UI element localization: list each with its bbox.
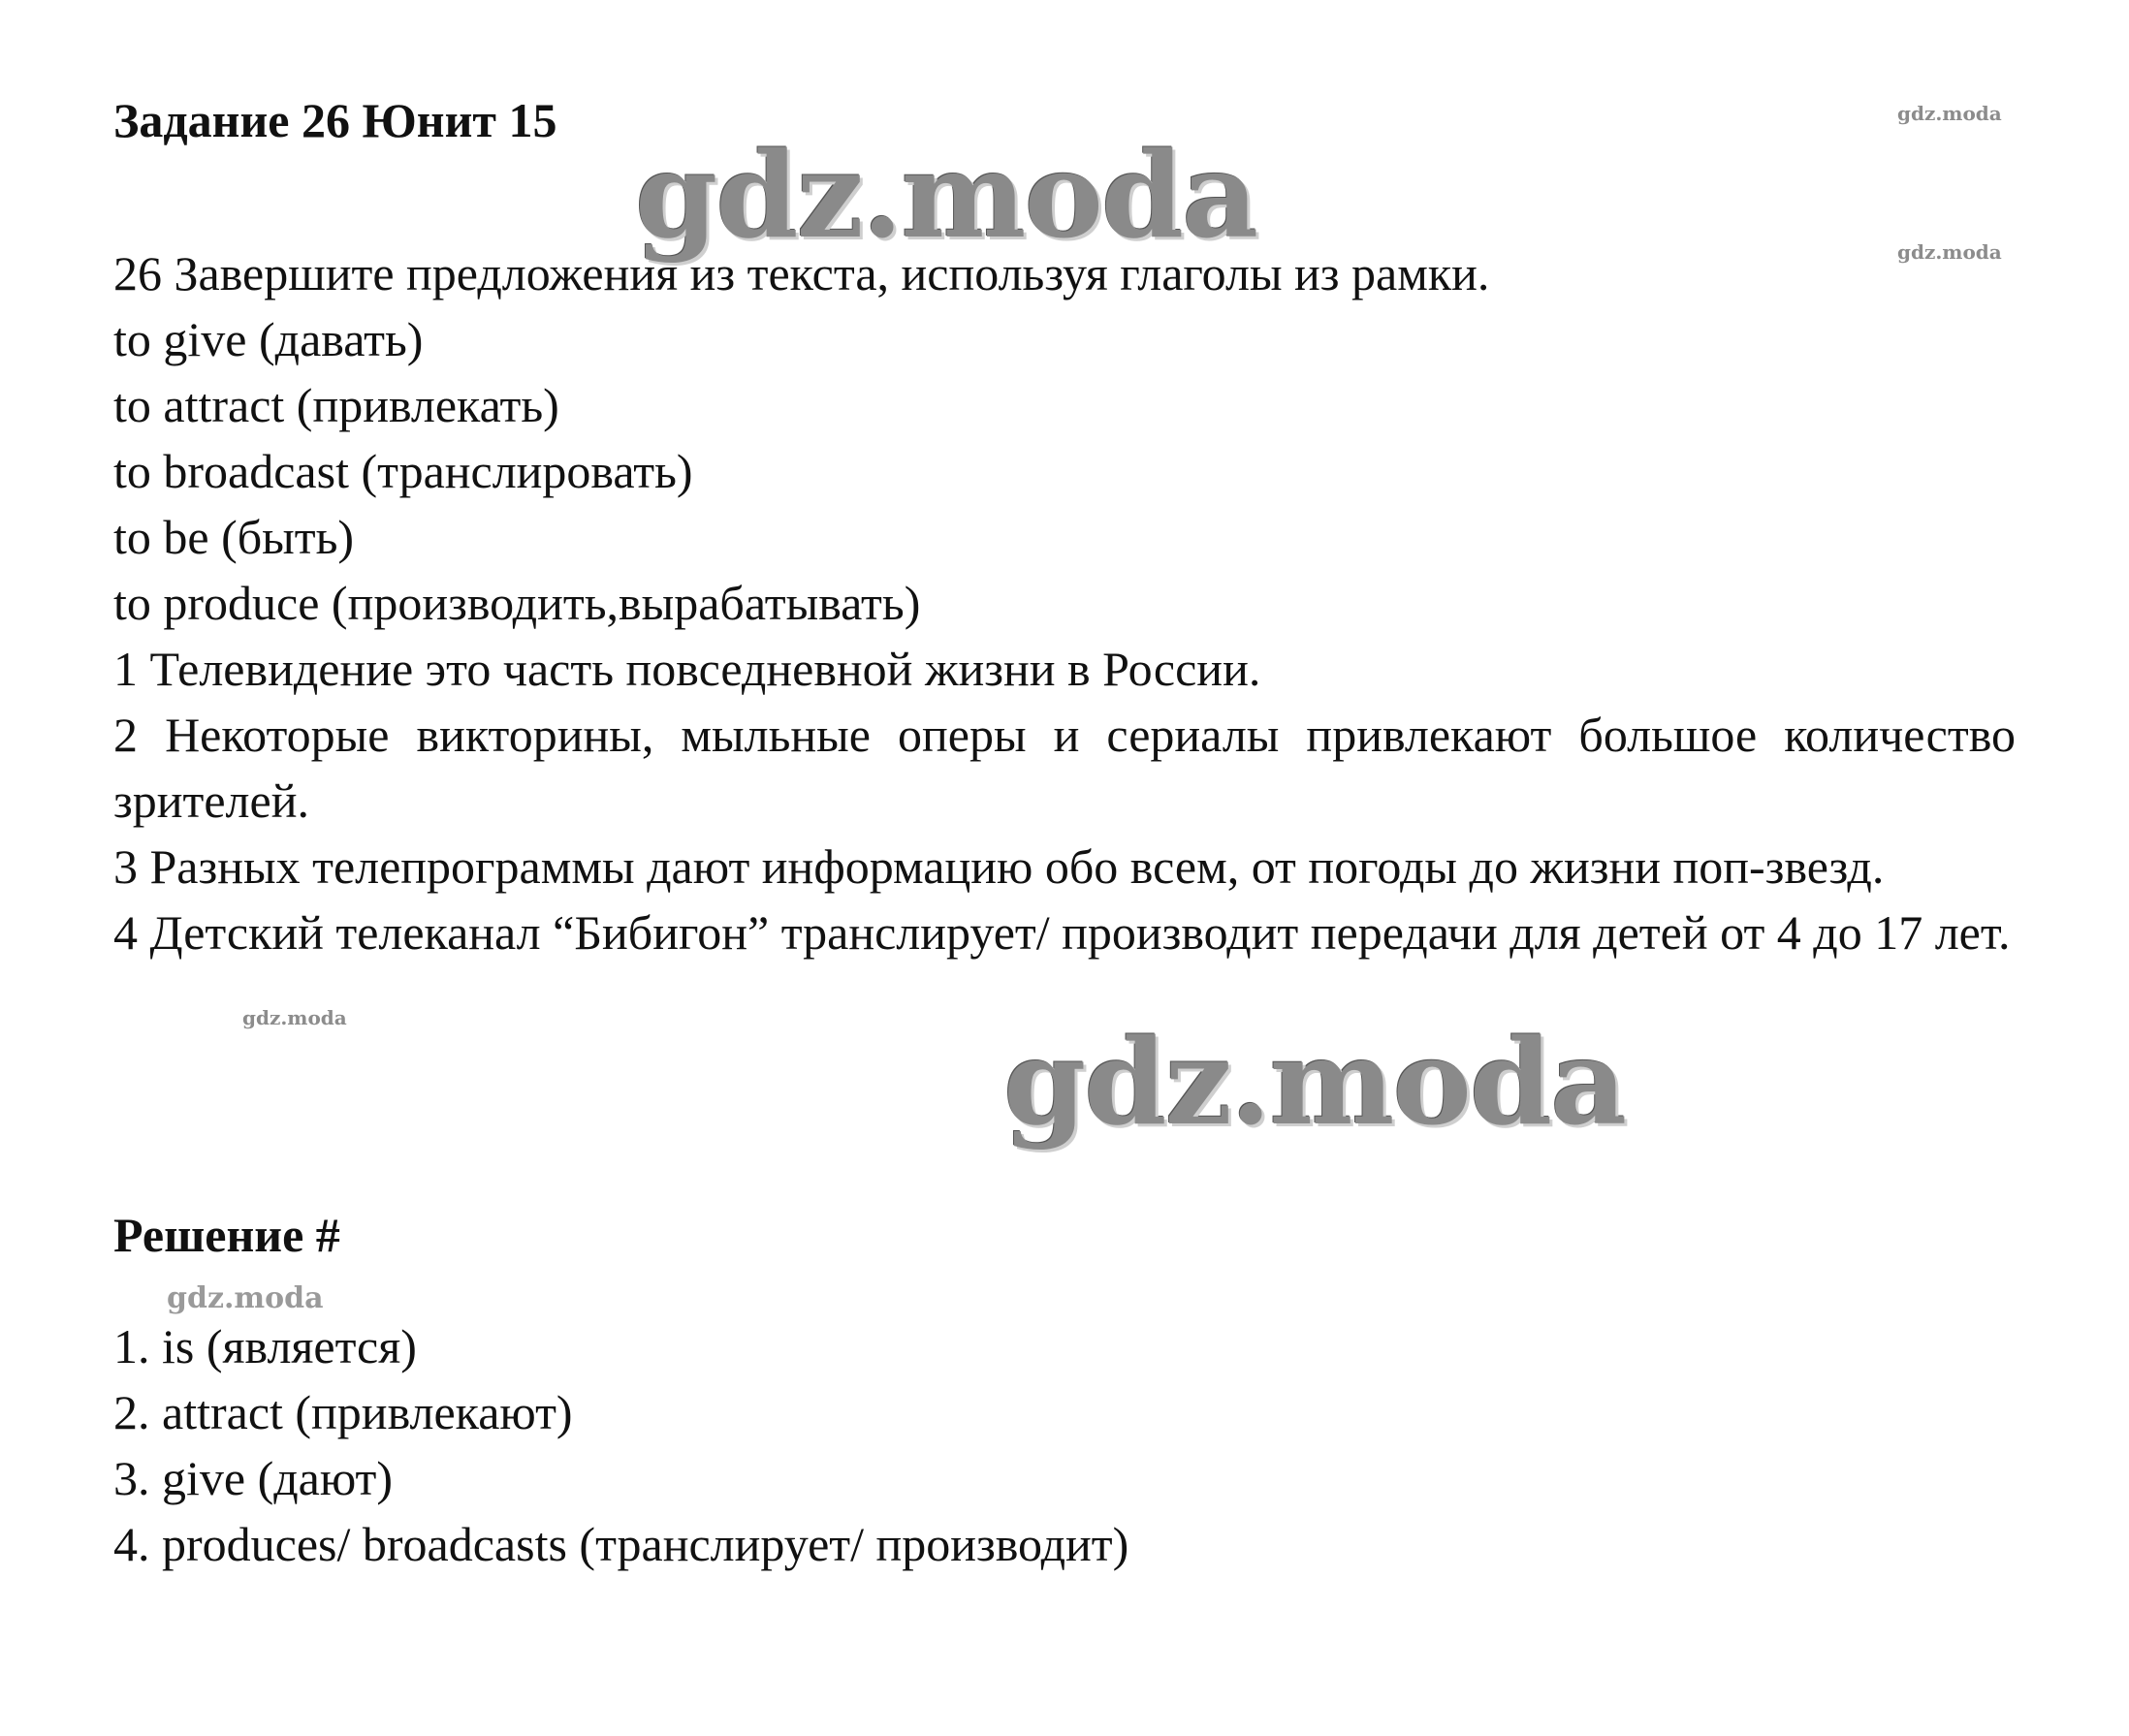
watermark-small: gdz.moda bbox=[1897, 240, 2002, 264]
task-block bbox=[113, 240, 2016, 965]
watermark-small: gdz.moda bbox=[167, 1281, 324, 1315]
verb-item: to be (быть) bbox=[113, 510, 355, 564]
watermark-large: gdz.moda bbox=[635, 125, 1257, 265]
watermark-small: gdz.moda bbox=[242, 1006, 347, 1029]
verb-item: to broadcast (транслировать) bbox=[113, 444, 693, 498]
sentence-item: 3 Разных телепрограммы дают информацию обо всем, от погоды до жизни поп-звезд. bbox=[113, 839, 1885, 894]
task-instruction: 26 Завершите предложения из текста, используя глаголы из рамки. bbox=[113, 246, 1490, 300]
verb-item: to give (давать) bbox=[113, 312, 424, 366]
watermark-small: gdz.moda bbox=[1897, 102, 2002, 125]
verb-item: to attract (привлекать) bbox=[113, 378, 559, 432]
solution-title: Решение # bbox=[113, 1208, 340, 1262]
answer-item: 4. produces/ broadcasts (транслирует/ производит) bbox=[113, 1517, 1129, 1571]
answer-item: 3. give (дают) bbox=[113, 1451, 394, 1505]
sentence-item: 2 Некоторые викторины, мыльные оперы и сериалы привлекают большое количество зрителей. bbox=[113, 708, 2016, 828]
answer-item: 2. attract (привлекают) bbox=[113, 1385, 573, 1439]
watermark-large: gdz.moda bbox=[1003, 1012, 1626, 1152]
solution-block bbox=[113, 1313, 2016, 1577]
answer-item: 1. is (является) bbox=[113, 1319, 417, 1373]
sentence-item: 4 Детский телеканал “Бибигон” транслирует/ производит передачи для детей от 4 до 17 лет. bbox=[113, 905, 2011, 960]
verb-item: to produce (производить,вырабатывать) bbox=[113, 576, 921, 630]
sentence-item: 1 Телевидение это часть повседневной жизни в России. bbox=[113, 642, 1261, 696]
page-title: Задание 26 Юнит 15 bbox=[113, 93, 557, 147]
